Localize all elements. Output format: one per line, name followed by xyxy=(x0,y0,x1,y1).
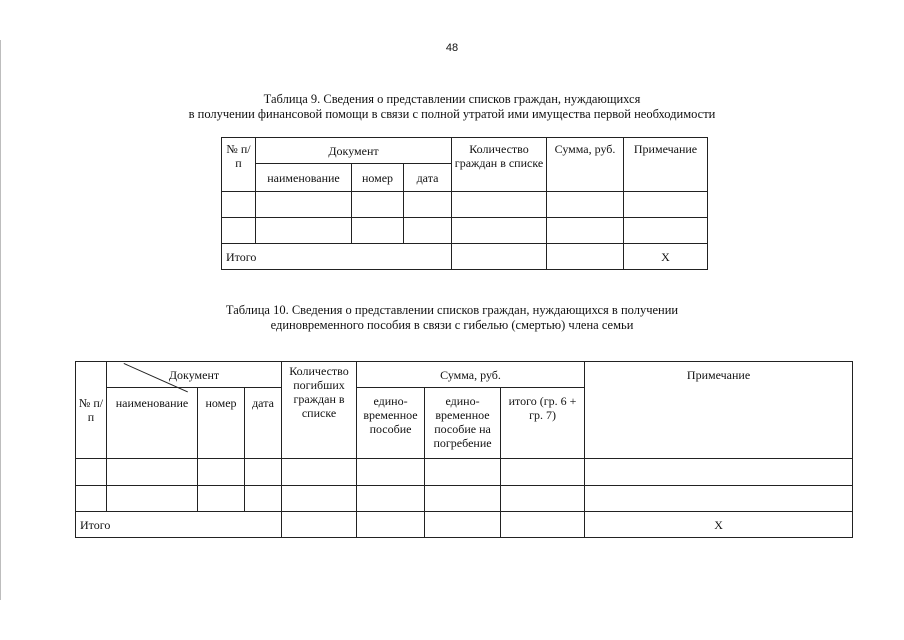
table-cell xyxy=(452,218,547,244)
table9-header-document: Документ xyxy=(256,138,452,164)
table-cell xyxy=(198,459,245,486)
table-cell xyxy=(245,459,282,486)
table9 xyxy=(221,137,708,270)
table-cell xyxy=(256,192,352,218)
table10-header-date: дата xyxy=(245,388,282,459)
table-cell xyxy=(501,459,585,486)
table-cell xyxy=(585,459,853,486)
table-cell xyxy=(425,512,501,538)
table-cell xyxy=(624,218,708,244)
table-row xyxy=(222,218,708,244)
table10-caption-line2: единовременного пособия в связи с гибелью (смертью) члена семьи xyxy=(270,318,634,332)
table-cell xyxy=(256,218,352,244)
table10-header-count: Количество погибших граждан в списке xyxy=(282,362,357,459)
table-cell xyxy=(547,218,624,244)
table-cell xyxy=(107,486,198,512)
table10-total-mark: X xyxy=(585,512,853,538)
table-cell xyxy=(282,512,357,538)
table-cell xyxy=(624,192,708,218)
table10 xyxy=(75,361,853,538)
table9-header-count: Количество граждан в списке xyxy=(452,138,547,192)
table-cell xyxy=(352,218,404,244)
table-cell xyxy=(547,244,624,270)
table10-header-sum-burial: едино-временное пособие на погребение xyxy=(425,388,501,459)
table-cell xyxy=(404,192,452,218)
table-cell xyxy=(282,459,357,486)
table-row xyxy=(222,192,708,218)
table10-header-name: наименование xyxy=(107,388,198,459)
table-cell xyxy=(404,218,452,244)
table9-header-note: Примечание xyxy=(624,138,708,192)
table-cell xyxy=(357,486,425,512)
table-cell xyxy=(452,192,547,218)
table9-header-name: наименование xyxy=(256,164,352,192)
table10-total-label: Итого xyxy=(76,512,282,538)
table9-header-date: дата xyxy=(404,164,452,192)
table10-header-note: Примечание xyxy=(585,362,853,459)
table10-caption xyxy=(0,303,904,333)
table-cell xyxy=(501,486,585,512)
table10-caption-line1: Таблица 10. Сведения о представлении списков граждан, нуждающихся в получении xyxy=(225,303,679,317)
table10-header-document: Документ xyxy=(107,362,282,388)
table-cell xyxy=(585,486,853,512)
table-cell xyxy=(76,486,107,512)
table-cell xyxy=(425,459,501,486)
table-cell xyxy=(107,459,198,486)
table9-header-num: № п/п xyxy=(222,138,256,192)
table10-header-sum-one-time: едино-временное пособие xyxy=(357,388,425,459)
page-number: 48 xyxy=(445,42,459,54)
table10-total-row xyxy=(76,512,853,538)
table10-header-num: № п/п xyxy=(76,362,107,459)
table-cell xyxy=(222,218,256,244)
table-cell xyxy=(501,512,585,538)
table-cell xyxy=(425,486,501,512)
table9-header-number: номер xyxy=(352,164,404,192)
table-cell xyxy=(76,459,107,486)
table9-total-mark: X xyxy=(624,244,708,270)
table9-caption xyxy=(0,92,904,122)
table-cell xyxy=(357,512,425,538)
table9-caption-line2: в получении финансовой помощи в связи с полной утратой ими имущества первой необходимости xyxy=(188,107,716,121)
table-row xyxy=(76,459,853,486)
table-cell xyxy=(357,459,425,486)
table-cell xyxy=(245,486,282,512)
table-cell xyxy=(282,486,357,512)
table9-total-label: Итого xyxy=(222,244,452,270)
table-cell xyxy=(547,192,624,218)
table9-header-sum: Сумма, руб. xyxy=(547,138,624,192)
table-row xyxy=(76,486,853,512)
table10-header-sum: Сумма, руб. xyxy=(357,362,585,388)
table9-total-row xyxy=(222,244,708,270)
table-cell xyxy=(198,486,245,512)
table9-caption-line1: Таблица 9. Сведения о представлении списков граждан, нуждающихся xyxy=(263,92,641,106)
table10-header-sum-total: итого (гр. 6 + гр. 7) xyxy=(501,388,585,459)
table-cell xyxy=(452,244,547,270)
table-cell xyxy=(222,192,256,218)
table-cell xyxy=(352,192,404,218)
table10-header-number: номер xyxy=(198,388,245,459)
